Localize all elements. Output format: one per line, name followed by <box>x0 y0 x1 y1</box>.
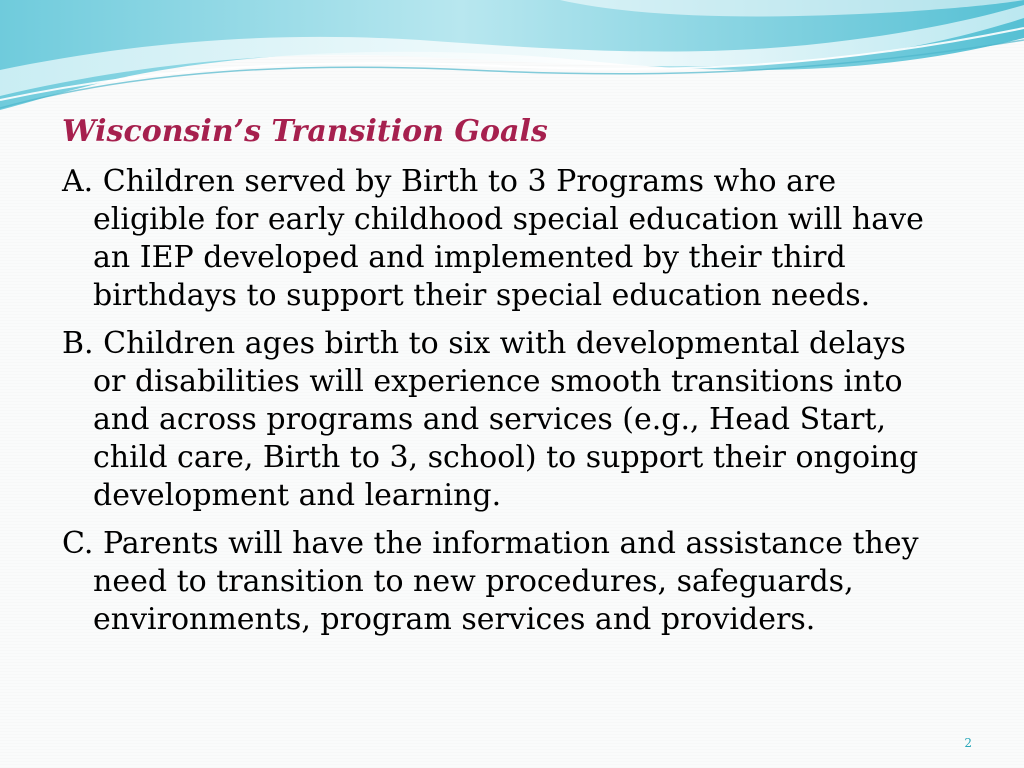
goal-item-a: A. Children served by Birth to 3 Programs who are eligible for early childhood special education will have an IEP developed and implemented by their third birthdays to support their special education needs. <box>62 164 924 313</box>
goal-item-b: B. Children ages birth to six with developmental delays or disabilities will experience smooth transitions into and across programs and services (e.g., Head Start, child care, Birth to 3, school) to support their ongoing development and learning. <box>62 326 919 513</box>
slide-title: Wisconsin’s Transition Goals <box>62 114 548 149</box>
page-number: 2 <box>964 736 972 750</box>
decorative-wave-header <box>0 0 1024 130</box>
goal-item-c: C. Parents will have the information and assistance they need to transition to new procedures, safeguards, environments, program services and providers. <box>62 526 919 637</box>
goals-list <box>62 163 942 649</box>
